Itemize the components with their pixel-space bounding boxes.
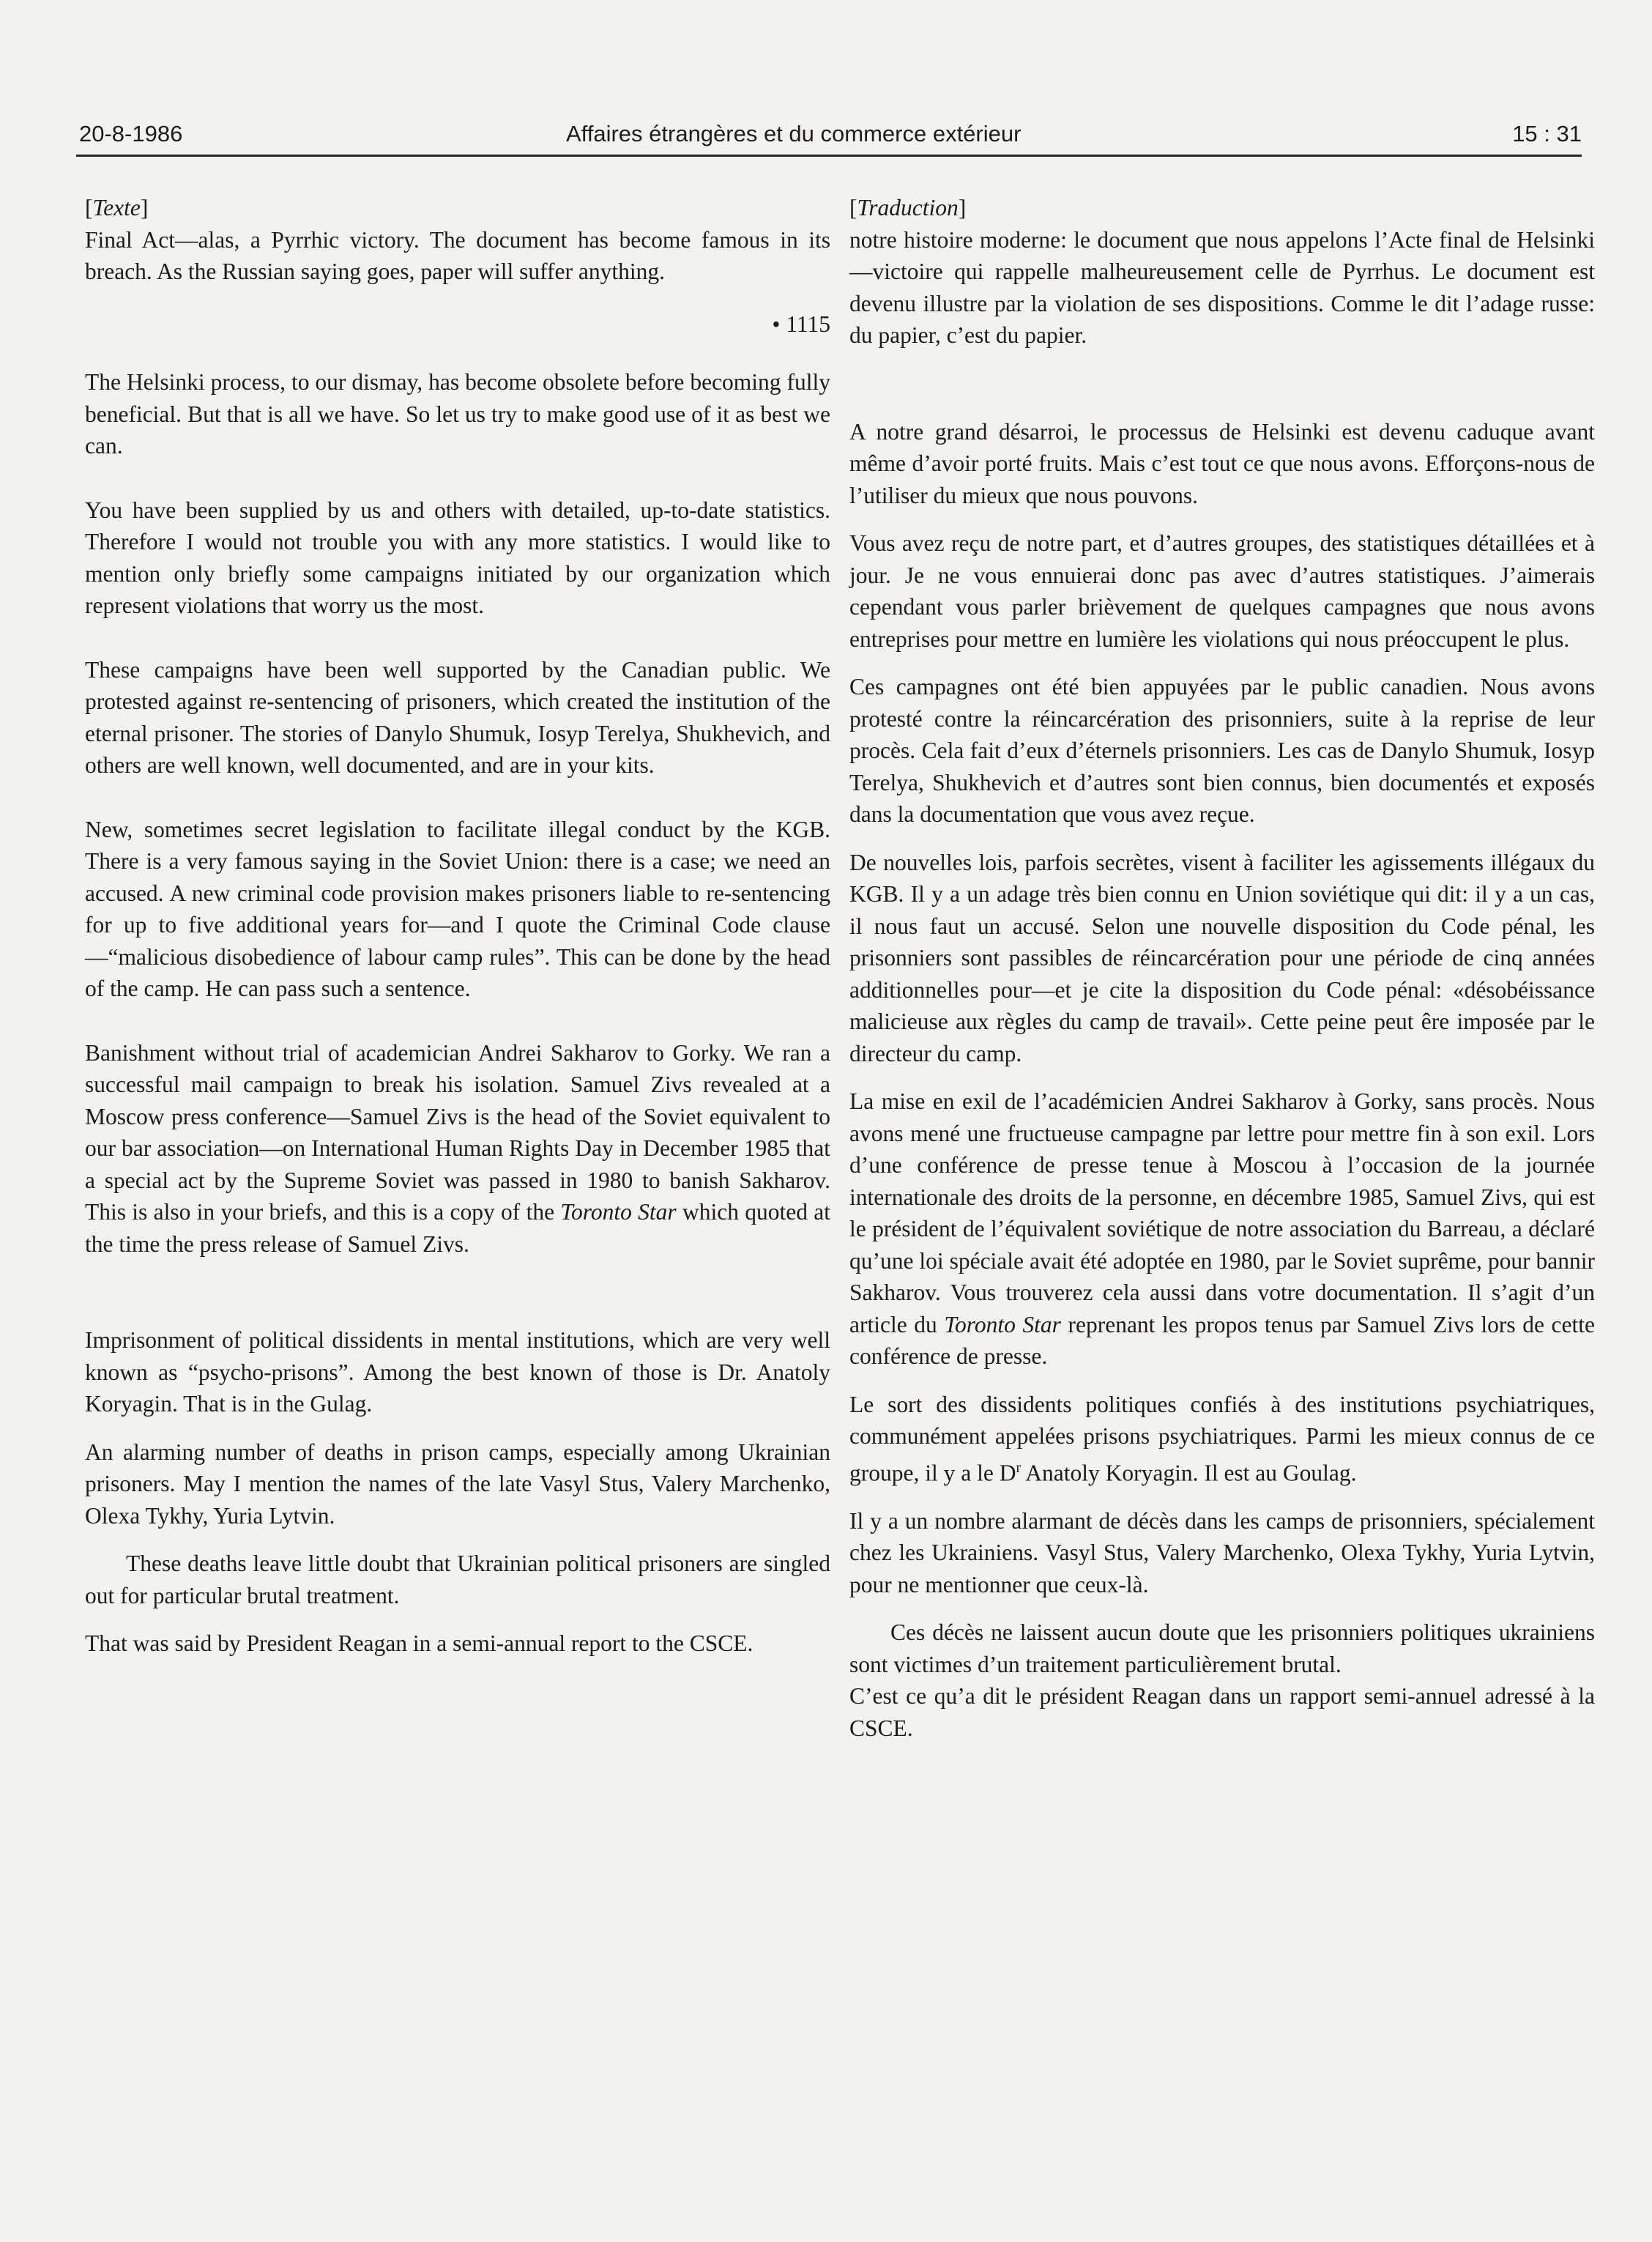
column-label: [Texte]: [85, 195, 149, 220]
header-page-ref: 15 : 31: [1512, 121, 1582, 146]
paragraph: The Helsinki process, to our dismay, has become obsolete before becoming fully beneficial. But that is all we have. So let us try to make good use of it as best we can.: [85, 369, 830, 459]
paragraph-text: reprenant les propos tenus par Samuel Zivs lors de cette conférence de presse.: [849, 1311, 1595, 1369]
paragraph: notre histoire moderne: le document que nous appelons l’Acte final de Helsinki—victoire qui rappelle malheureusement celle de Pyrrhus. Le document est devenu illustre par la violation de ses dispositions. Comme le dit l’adage russe: du papier, c’est du papier.: [849, 226, 1595, 348]
time-marker: • 1115: [772, 311, 830, 337]
paragraph: These campaigns have been well supported by the Canadian public. We protested against re-sentencing of prisoners, which created the institution of the eternal prisoner. The stories of Danylo Shumuk, Iosyp Terelya, Shukhevich, and others are well known, well documented, and are in your kits.: [85, 656, 830, 778]
paragraph: Il y a un nombre alarmant de décès dans les camps de prisonniers, spécialement chez les Ukrainiens. Vasyl Stus, Valery Marchenko, Olexa Tykhy, Yuria Lytvin, pour ne mentionner que ceux-là.: [849, 1507, 1595, 1597]
quotation: These deaths leave little doubt that Ukrainian political prisoners are singled out for particular brutal treatment.: [85, 1551, 830, 1608]
paragraph-text: Anatoly Koryagin. Il est au Goulag.: [1021, 1460, 1357, 1485]
label-text: Traduction: [857, 195, 959, 220]
paragraph: New, sometimes secret legislation to facilitate illegal conduct by the KGB. There is a very famous saying in the Soviet Union: there is a case; we need an accused. A new criminal code provision makes prisoners liable to re-sentencing for up to five additional years for—and I quote the Criminal Code clause—“malicious disobedience of labour camp rules”. This can be done by the head of the camp. He can pass such a sentence.: [85, 816, 830, 1001]
paragraph: C’est ce qu’a dit le président Reagan dans un rapport semi-annuel adressé à la CSCE.: [849, 1683, 1595, 1741]
paragraph: A notre grand désarroi, le processus de Helsinki est devenu caduque avant même d’avoir porté fruits. Mais c’est tout ce que nous avons. Efforçons-nous de l’utiliser du mieux que nous pouvons.: [849, 418, 1595, 508]
paragraph-text: which quoted at the time the press release of Samuel Zivs.: [85, 1199, 831, 1257]
paragraph: Imprisonment of political dissidents in mental institutions, which are very well known as “psycho-prisons”. Among the best known of those is Dr. Anatoly Koryagin. That is in the Gulag.: [85, 1327, 830, 1417]
newspaper-title: Toronto Star: [560, 1199, 677, 1225]
page-header: [79, 121, 1582, 156]
paragraph: That was said by President Reagan in a semi-annual report to the CSCE.: [85, 1630, 754, 1656]
label-text: Texte: [92, 195, 141, 220]
paragraph: Final Act—alas, a Pyrrhic victory. The document has become famous in its breach. As the Russian saying goes, paper will suffer anything.: [85, 226, 830, 284]
paragraph-text: Banishment without trial of academician Andrei Sakharov to Gorky. We ran a successful mail campaign to break his isolation. Samuel Zivs revealed at a Moscow press conference—Samuel Zivs is the head of the Soviet equivalent to our bar association—on International Human Rights Day in December 1985 that a special act by the Supreme Soviet was passed in 1980 to banish Sakharov. This is also in your briefs, and this is a copy of the: [85, 1039, 830, 1225]
quotation: Ces décès ne laissent aucun doute que les prisonniers politiques ukrainiens sont victimes d’un traitement particulièrement brutal.: [849, 1619, 1595, 1677]
paragraph: [85, 1037, 830, 1261]
english-column: [85, 192, 830, 1692]
paragraph: [849, 1389, 1595, 1489]
header-rule: [76, 155, 1582, 157]
paragraph: Vous avez reçu de notre part, et d’autres groupes, des statistiques détaillées et à jour. Je ne vous ennuierai donc pas avec d’autres statistiques. J’aimerais cependant vous parler brièvement de quelques campagnes que nous avons entreprises pour mettre en lumière les violations qui nous préoccupent le plus.: [849, 530, 1595, 652]
paragraph: [849, 1085, 1595, 1373]
superscript: r: [1016, 1459, 1022, 1476]
paragraph: De nouvelles lois, parfois secrètes, visent à faciliter les agissements illégaux du KGB. Il y a un adage très bien connu en Union soviétique qui dit: il y a un cas, il nous faut un accusé. Selon une nouvelle disposition du Code pénal, les prisonniers sont passibles de réincarcération pour une période de cinq années additionnelles pour—et je cite la disposition du Code pénal: «désobéissance malicieuse aux règles du camp de travail». Cette peine peut êre imposée par le directeur du camp.: [849, 849, 1595, 1066]
column-label: [Traduction]: [849, 195, 967, 220]
paragraph: An alarming number of deaths in prison camps, especially among Ukrainian prisoners. May I mention the names of the late Vasyl Stus, Valery Marchenko, Olexa Tykhy, Yuria Lytvin.: [85, 1439, 830, 1529]
french-column: [849, 192, 1595, 1776]
paragraph: Ces campagnes ont été bien appuyées par le public canadien. Nous avons protesté contre la réincarcération des prisonniers, suite à la reprise de leur procès. Cela fait d’eux d’éternels prisonniers. Les cas de Danylo Shumuk, Iosyp Terelya, Shukhevich et d’autres sont bien connus, bien documentés et exposés dans la documentation que vous avez reçue.: [849, 674, 1595, 827]
header-title: Affaires étrangères et du commerce extérieur: [566, 121, 1022, 146]
newspaper-title: Toronto Star: [944, 1311, 1061, 1337]
paragraph-text: La mise en exil de l’académicien Andrei Sakharov à Gorky, sans procès. Nous avons mené une fructueuse campagne par lettre pour mettre fin à son exil. Lors d’une conférence de presse tenue à Moscou à l’occasion de la journée internationale des droits de la personne, en décembre 1985, Samuel Zivs, qui est le président de l’équivalent soviétique de notre association du Barreau, a déclaré qu’une loi spéciale avait été adoptée en 1980, par le Soviet suprême, pour bannir Sakharov. Vous trouverez cela aussi dans votre documentation. Il s’agit d’un article du: [849, 1088, 1595, 1337]
paragraph-text: Le sort des dissidents politiques confiés à des institutions psychiatriques, communément appelées prisons psychiatriques. Parmi les mieux connus de ce groupe, il y a le D: [849, 1391, 1595, 1485]
header-date: 20-8-1986: [79, 121, 183, 146]
paragraph: You have been supplied by us and others with detailed, up-to-date statistics. Therefore I would not trouble you with any more statistics. I would like to mention only briefly some campaigns initiated by our organization which represent violations that worry us the most.: [85, 497, 830, 618]
